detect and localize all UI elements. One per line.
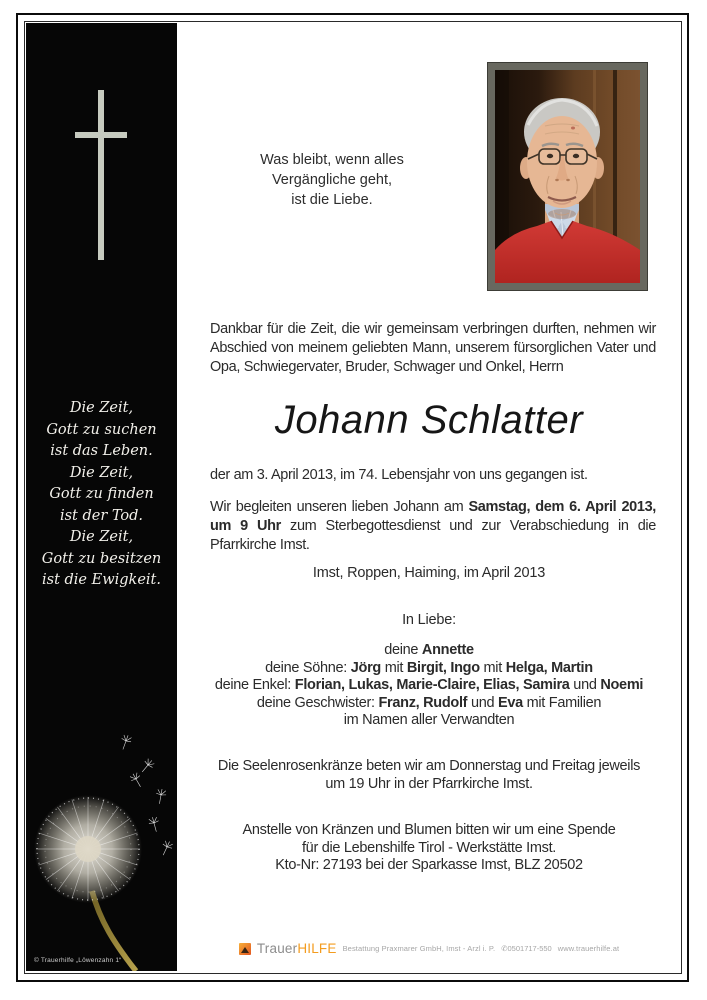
family-line-relatives: im Namen aller Verwandten (343, 712, 515, 728)
phone-number: 0501717-550 (507, 944, 552, 953)
place-date-line: Imst, Roppen, Haiming, im April 2013 (312, 565, 546, 581)
family-line-wife: deine Annette (384, 642, 474, 658)
dandelion-image (26, 721, 177, 971)
trauerhilfe-logo-icon (239, 943, 251, 955)
trauerhilfe-footer (177, 941, 681, 956)
poem-line: Die Zeit, (69, 400, 134, 416)
epigraph-line: Vergängliche geht, (271, 172, 393, 188)
trauerhilfe-brand (257, 941, 337, 956)
death-date-line: der am 3. April 2013, im 74. Lebensjahr von uns gegangen ist. (210, 467, 588, 483)
family-line-sons: deine Söhne: Jörg mit Birgit, Ingo mit Helga, Martin (265, 659, 593, 676)
footer-website: www.trauerhilfe.at (557, 944, 620, 953)
brand-hilfe: HILFE (297, 941, 337, 956)
epigraph-line: ist die Liebe. (291, 192, 373, 208)
poem-line: Gott zu finden (49, 486, 154, 502)
poem-line: Die Zeit, (69, 529, 134, 545)
poem-line: ist das Leben. (50, 443, 153, 459)
family-list (177, 642, 681, 730)
salutation: In Liebe: (402, 612, 456, 628)
poem-line: Gott zu besitzen (41, 550, 162, 567)
brand-trauer: Trauer (256, 941, 298, 956)
poem-line: Die Zeit, (69, 464, 134, 481)
family-line-siblings: deine Geschwister: Franz, Rudolf und Eva mit Familien (256, 694, 602, 711)
sidebar-poem (26, 398, 177, 592)
rosary-line: Die Seelenrosenkränze beten wir am Donnerstag und Freitag jeweils (217, 758, 641, 774)
footer-company: Bestattung Praxmarer GmbH, Imst - Arzl i. P. (342, 944, 496, 953)
cross-icon (26, 23, 177, 293)
poem-line: ist die Ewigkeit. (42, 572, 161, 588)
rosary-notice (177, 757, 681, 793)
epigraph (177, 150, 487, 210)
family-line-grandchildren: deine Enkel: Florian, Lukas, Marie-Claire, Elias, Samira und Noemi (214, 677, 644, 693)
footer-phone (501, 944, 552, 953)
phone-icon: ✆ (501, 944, 508, 953)
donation-notice (177, 822, 681, 875)
intro-paragraph: Dankbar für die Zeit, die wir gemeinsam verbringen durften, nehmen wir Abschied von meinem geliebten Mann, unserem fürsorglichen Vater und Opa, Schwiegervater, Bruder, Schwager und Onkel, Herrn (210, 321, 656, 375)
photo-credit: © Trauerhilfe „Löwenzahn 1“ (34, 957, 122, 964)
poem-line: ist der Tod. (59, 507, 144, 524)
portrait-photo (487, 62, 648, 291)
donation-line: Kto-Nr: 27193 bei der Sparkasse Imst, BLZ 20502 (275, 857, 583, 873)
deceased-name: Johann Schlatter (274, 398, 584, 442)
rosary-line: um 19 Uhr in der Pfarrkirche Imst. (325, 776, 533, 792)
poem-line: Gott zu suchen (46, 421, 157, 438)
donation-line: Anstelle von Kränzen und Blumen bitten wir um eine Spende (242, 822, 616, 838)
funeral-announcement: Wir begleiten unseren lieben Johann am Samstag, dem 6. April 2013, um 9 Uhr zum Sterbegottesdienst und zur Verabschiedung in die Pfarrkirche Imst. (210, 499, 656, 553)
donation-line: für die Lebenshilfe Tirol - Werkstätte Imst. (301, 839, 557, 856)
sidebar (26, 23, 177, 971)
epigraph-line: Was bleibt, wenn alles (260, 152, 404, 168)
